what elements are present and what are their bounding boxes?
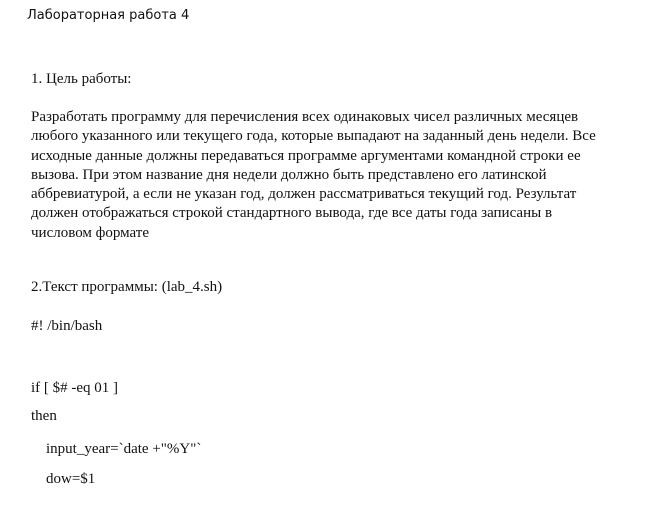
code-line-if: if [ $# -eq 01 ]	[31, 380, 119, 396]
code-line-then: then	[31, 408, 57, 424]
code-line-dow: dow=$1	[46, 471, 96, 487]
goal-paragraph	[31, 108, 641, 243]
paragraph-line: исходные данные должны передаваться программе аргументами командной строки ее	[31, 147, 581, 164]
section-title-goal: 1. Цель работы:	[31, 71, 132, 87]
section-title-program: 2.Текст программы: (lab_4.sh)	[31, 279, 223, 295]
paragraph-line: должен отображаться строкой стандартного вывода, где все даты года записаны в	[31, 205, 553, 222]
paragraph-line: аббревиатурой, а если не указан год, должен рассматриваться текущий год. Результат	[31, 186, 577, 203]
paragraph-line: любого указанного или текущего года, которые выпадают на заданный день недели. Все	[31, 128, 596, 145]
paragraph-line: вызова. При этом название дня недели должно быть представлено его латинской	[31, 166, 547, 183]
document-header: Лабораторная работа 4	[27, 8, 190, 23]
code-line-input-year: input_year=`date +"%Y"`	[46, 441, 202, 457]
code-line-shebang: #! /bin/bash	[31, 318, 103, 334]
paragraph-line: числовом формате	[31, 224, 150, 241]
paragraph-line: Разработать программу для перечисления всех одинаковых чисел различных месяцев	[31, 109, 579, 125]
